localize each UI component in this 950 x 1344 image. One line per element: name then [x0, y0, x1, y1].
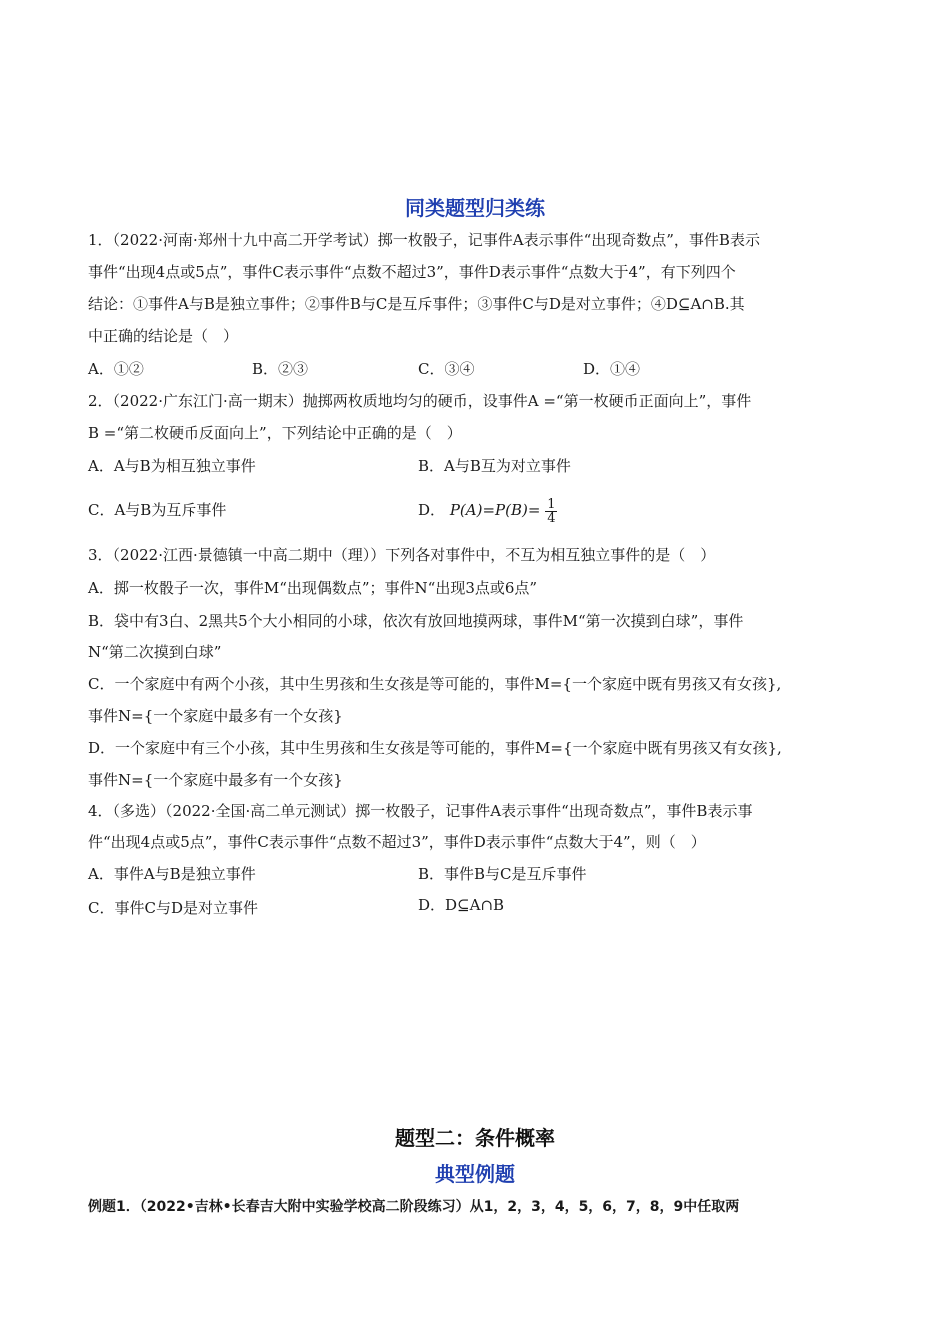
- q2-line1: 2．（2022·广东江门·高一期末）抛掷两枚质地均匀的硬币，设事件A =“第一枚硬币正面向上”，事件: [88, 392, 752, 410]
- q3-line1: 3．（2022·江西·景德镇一中高二期中（理））下列各对事件中，不互为相互独立事件的是（ ）: [88, 546, 716, 564]
- q1-line4: 中正确的结论是（ ）: [88, 327, 239, 345]
- q4-option-a: A．事件A与B是独立事件: [88, 865, 256, 883]
- q4-line1: 4．（多选）（2022·全国·高二单元测试）掷一枚骰子，记事件A表示事件“出现奇数点”，事件B表示事: [88, 802, 753, 820]
- q3-option-b-line1: B．袋中有3白、2黑共5个大小相同的小球，依次有放回地摸两球，事件M“第一次摸到白球”，事件: [88, 612, 744, 630]
- q1-line2: 事件“出现4点或5点”，事件C表示事件“点数不超过3”，事件D表示事件“点数大于4”，有下列四个: [88, 263, 736, 281]
- q3-option-a: A．掷一枚骰子一次，事件M“出现偶数点”；事件N“出现3点或6点”: [88, 579, 538, 597]
- fraction-denominator: 4: [547, 510, 556, 526]
- heading-example: 典型例题: [435, 1162, 515, 1186]
- q2-option-b: B．A与B互为对立事件: [418, 457, 571, 475]
- q1-option-a: A．①②: [88, 360, 144, 378]
- q2-option-d: [418, 490, 557, 530]
- q2-option-c: C．A与B为互斥事件: [88, 501, 227, 519]
- q1-line1: 1．（2022·河南·郑州十九中高二开学考试）掷一枚骰子，记事件A表示事件“出现奇数点”，事件B表示: [88, 231, 760, 249]
- q1-option-c: C．③④: [418, 360, 475, 378]
- q2-option-d-fraction: [545, 498, 557, 525]
- q3-option-c-line1: C．一个家庭中有两个小孩，其中生男孩和生女孩是等可能的，事件M={一个家庭中既有男孩又有女孩},: [88, 675, 782, 693]
- q3-option-b-line2: N“第二次摸到白球”: [88, 643, 222, 661]
- q4-option-b: B．事件B与C是互斥事件: [418, 865, 587, 883]
- q2-line2: B =“第二枚硬币反面向上”，下列结论中正确的是（ ）: [88, 424, 462, 442]
- example1-line: 例题1．（2022•吉林•长春吉大附中实验学校高二阶段练习）从1，2，3，4，5，6，7，8，9中任取两: [88, 1199, 740, 1215]
- q3-option-d-line1: D．一个家庭中有三个小孩，其中生男孩和生女孩是等可能的，事件M={一个家庭中既有男孩又有女孩},: [88, 739, 782, 757]
- q2-option-d-label: D．: [418, 501, 446, 519]
- q4-option-d: D．D⊆A∩B: [418, 896, 505, 914]
- q3-option-d-line2: 事件N={一个家庭中最多有一个女孩}: [88, 771, 343, 789]
- heading-type2: 题型二：条件概率: [395, 1126, 555, 1150]
- q4-option-c: C．事件C与D是对立事件: [88, 899, 258, 917]
- heading-practice: 同类题型归类练: [405, 196, 545, 220]
- fraction-numerator: 1: [547, 496, 556, 512]
- q2-option-a: A．A与B为相互独立事件: [88, 457, 256, 475]
- q4-line2: 件“出现4点或5点”，事件C表示事件“点数不超过3”，事件D表示事件“点数大于4”，则（ ）: [88, 833, 706, 851]
- q1-line3: 结论：①事件A与B是独立事件；②事件B与C是互斥事件；③事件C与D是对立事件；④D⊆A∩B.其: [88, 295, 745, 313]
- q3-option-c-line2: 事件N={一个家庭中最多有一个女孩}: [88, 707, 343, 725]
- q1-option-b: B．②③: [252, 360, 309, 378]
- q2-option-d-expression: P(A)=P(B)=: [449, 501, 541, 519]
- q1-option-d: D．①④: [583, 360, 641, 378]
